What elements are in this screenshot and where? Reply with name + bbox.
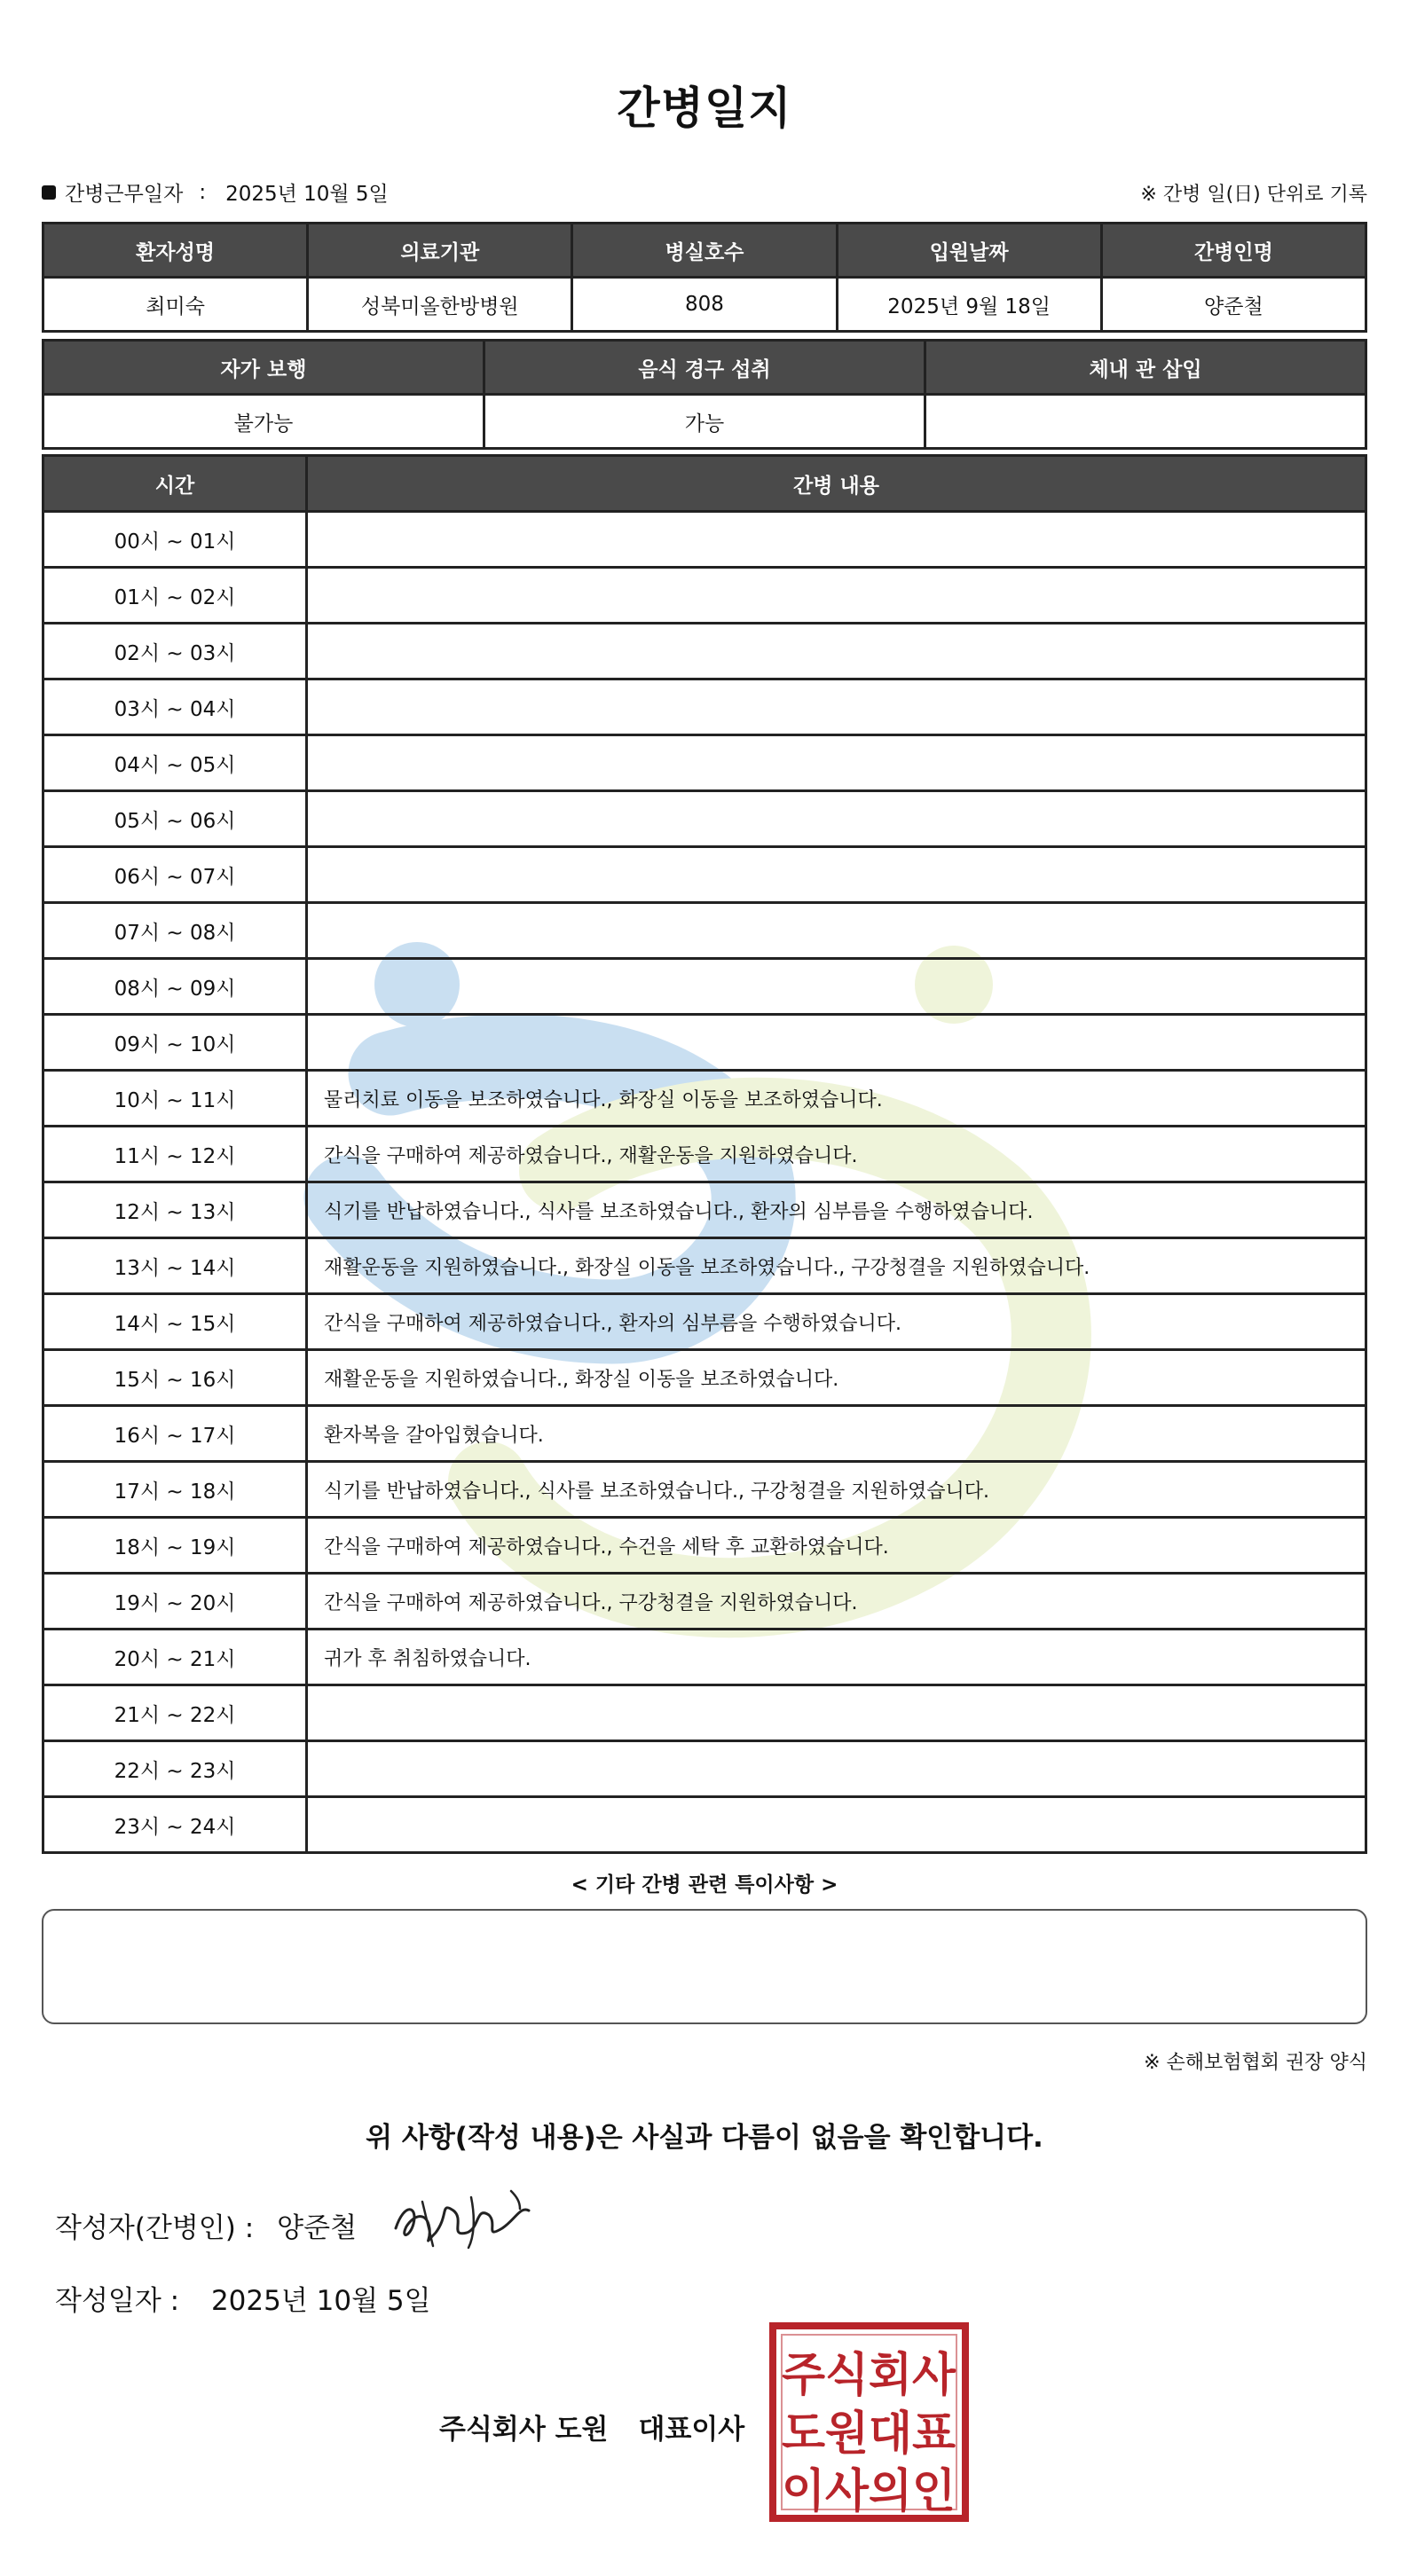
log-content — [307, 791, 1366, 847]
log-time: 11시 ~ 12시 — [43, 1127, 307, 1182]
company-name: 주식회사 도원 — [439, 2414, 609, 2446]
log-header-time: 시간 — [43, 456, 307, 512]
log-time: 16시 ~ 17시 — [43, 1406, 307, 1462]
log-row — [43, 847, 1366, 903]
notes-box — [42, 1909, 1367, 2024]
log-time: 18시 ~ 19시 — [43, 1518, 307, 1574]
log-time: 20시 ~ 21시 — [43, 1630, 307, 1685]
log-content: 간식을 구매하여 제공하였습니다., 재활운동을 지원하였습니다. — [307, 1127, 1366, 1182]
log-time: 03시 ~ 04시 — [43, 679, 307, 735]
log-time: 01시 ~ 02시 — [43, 568, 307, 624]
log-content: 귀가 후 취침하였습니다. — [307, 1630, 1366, 1685]
log-content: 식기를 반납하였습니다., 식사를 보조하였습니다., 구강청결을 지원하였습니다. — [307, 1462, 1366, 1518]
log-time: 19시 ~ 20시 — [43, 1574, 307, 1630]
log-row — [43, 1574, 1366, 1630]
log-content — [307, 679, 1366, 735]
log-time: 02시 ~ 03시 — [43, 624, 307, 679]
author-label: 작성자(간병인) : — [55, 2212, 255, 2244]
log-row — [43, 568, 1366, 624]
log-row — [43, 1182, 1366, 1238]
admission-date: 2025년 9월 18일 — [837, 278, 1101, 332]
log-content: 간식을 구매하여 제공하였습니다., 수건을 세탁 후 교환하였습니다. — [307, 1518, 1366, 1574]
walking-status: 불가능 — [43, 395, 484, 449]
log-row — [43, 1127, 1366, 1182]
log-row — [43, 1741, 1366, 1797]
log-row — [43, 791, 1366, 847]
patient-name: 최미숙 — [43, 278, 308, 332]
written-date-value: 2025년 10월 5일 — [210, 2285, 431, 2317]
tube-insertion-status — [925, 395, 1366, 449]
log-row — [43, 735, 1366, 791]
log-time: 17시 ~ 18시 — [43, 1462, 307, 1518]
log-row — [43, 1071, 1366, 1127]
log-content — [307, 847, 1366, 903]
notes-title: < 기타 간병 관련 특이사항 > — [571, 1873, 838, 1897]
daily-record-note: ※ 간병 일(日) 단위로 기록 — [1140, 184, 1367, 206]
log-time: 14시 ~ 15시 — [43, 1294, 307, 1350]
info-header: 간병인명 — [1101, 224, 1366, 278]
log-time: 23시 ~ 24시 — [43, 1797, 307, 1853]
log-row — [43, 1462, 1366, 1518]
log-content — [307, 624, 1366, 679]
work-date-value: 2025년 10월 5일 — [225, 183, 389, 206]
form-source-note: ※ 손해보험협회 권장 양식 — [1144, 2052, 1367, 2074]
info-header: 병실호수 — [572, 224, 837, 278]
log-row — [43, 1630, 1366, 1685]
care-log-table — [42, 454, 1367, 1854]
log-row — [43, 1238, 1366, 1294]
log-time: 10시 ~ 11시 — [43, 1071, 307, 1127]
caregiver-name: 양준철 — [1101, 278, 1366, 332]
log-content: 재활운동을 지원하였습니다., 화장실 이동을 보조하였습니다. — [307, 1350, 1366, 1406]
log-time: 22시 ~ 23시 — [43, 1741, 307, 1797]
log-time: 08시 ~ 09시 — [43, 959, 307, 1015]
written-date-line — [55, 2278, 431, 2318]
log-row — [43, 1685, 1366, 1741]
seal-text-row: 이사의인 — [782, 2465, 956, 2518]
patient-status-table — [42, 339, 1367, 450]
log-time: 00시 ~ 01시 — [43, 512, 307, 568]
log-time: 15시 ~ 16시 — [43, 1350, 307, 1406]
seal-text-row: 주식회사 — [782, 2349, 956, 2402]
log-header-content: 간병 내용 — [307, 456, 1366, 512]
log-content — [307, 959, 1366, 1015]
log-content: 식기를 반납하였습니다., 식사를 보조하였습니다., 환자의 심부름을 수행하였습니다. — [307, 1182, 1366, 1238]
log-row — [43, 959, 1366, 1015]
work-date-separator: : — [199, 180, 207, 204]
oral-intake-status: 가능 — [484, 395, 925, 449]
log-row — [43, 512, 1366, 568]
written-date-label: 작성일자 : — [55, 2285, 180, 2317]
log-content: 재활운동을 지원하였습니다., 화장실 이동을 보조하였습니다., 구강청결을 지원하였습니다. — [307, 1238, 1366, 1294]
bullet-square-icon — [42, 185, 56, 200]
log-content — [307, 735, 1366, 791]
log-row — [43, 1406, 1366, 1462]
work-date-line — [42, 177, 389, 207]
log-time: 07시 ~ 08시 — [43, 903, 307, 959]
info-header: 환자성명 — [43, 224, 308, 278]
log-time: 13시 ~ 14시 — [43, 1238, 307, 1294]
company-seal-stamp — [769, 2322, 969, 2522]
log-content: 간식을 구매하여 제공하였습니다., 환자의 심부름을 수행하였습니다. — [307, 1294, 1366, 1350]
status-header: 체내 관 삽입 — [925, 341, 1366, 395]
info-header: 의료기관 — [308, 224, 572, 278]
log-content — [307, 1797, 1366, 1853]
log-time: 04시 ~ 05시 — [43, 735, 307, 791]
log-content — [307, 903, 1366, 959]
info-header: 입원날짜 — [837, 224, 1101, 278]
log-row — [43, 1797, 1366, 1853]
confirmation-statement: 위 사항(작성 내용)은 사실과 다름이 없음을 확인합니다. — [366, 2122, 1043, 2154]
seal-text-row: 도원대표 — [782, 2407, 956, 2461]
handwritten-signature — [387, 2184, 547, 2255]
log-content — [307, 512, 1366, 568]
room-number: 808 — [572, 278, 837, 332]
hospital-name: 성북미올한방병원 — [308, 278, 572, 332]
company-representative-title: 대표이사 — [638, 2414, 745, 2446]
work-date-label: 간병근무일자 — [65, 183, 184, 206]
log-row — [43, 1518, 1366, 1574]
log-content — [307, 1741, 1366, 1797]
log-time: 21시 ~ 22시 — [43, 1685, 307, 1741]
log-time: 05시 ~ 06시 — [43, 791, 307, 847]
log-content: 물리치료 이동을 보조하였습니다., 화장실 이동을 보조하였습니다. — [307, 1071, 1366, 1127]
log-time: 06시 ~ 07시 — [43, 847, 307, 903]
author-line — [55, 2205, 357, 2245]
patient-info-table — [42, 222, 1367, 333]
log-row — [43, 903, 1366, 959]
log-row — [43, 624, 1366, 679]
log-content: 간식을 구매하여 제공하였습니다., 구강청결을 지원하였습니다. — [307, 1574, 1366, 1630]
log-content — [307, 568, 1366, 624]
log-row — [43, 1015, 1366, 1071]
status-header: 자가 보행 — [43, 341, 484, 395]
log-row — [43, 679, 1366, 735]
log-content: 환자복을 갈아입혔습니다. — [307, 1406, 1366, 1462]
status-header: 음식 경구 섭취 — [484, 341, 925, 395]
log-row — [43, 1294, 1366, 1350]
company-line — [439, 2407, 744, 2446]
log-content — [307, 1685, 1366, 1741]
log-time: 12시 ~ 13시 — [43, 1182, 307, 1238]
document-title: 간병일지 — [617, 82, 792, 134]
log-row — [43, 1350, 1366, 1406]
log-content — [307, 1015, 1366, 1071]
author-name: 양준철 — [277, 2212, 358, 2244]
log-time: 09시 ~ 10시 — [43, 1015, 307, 1071]
